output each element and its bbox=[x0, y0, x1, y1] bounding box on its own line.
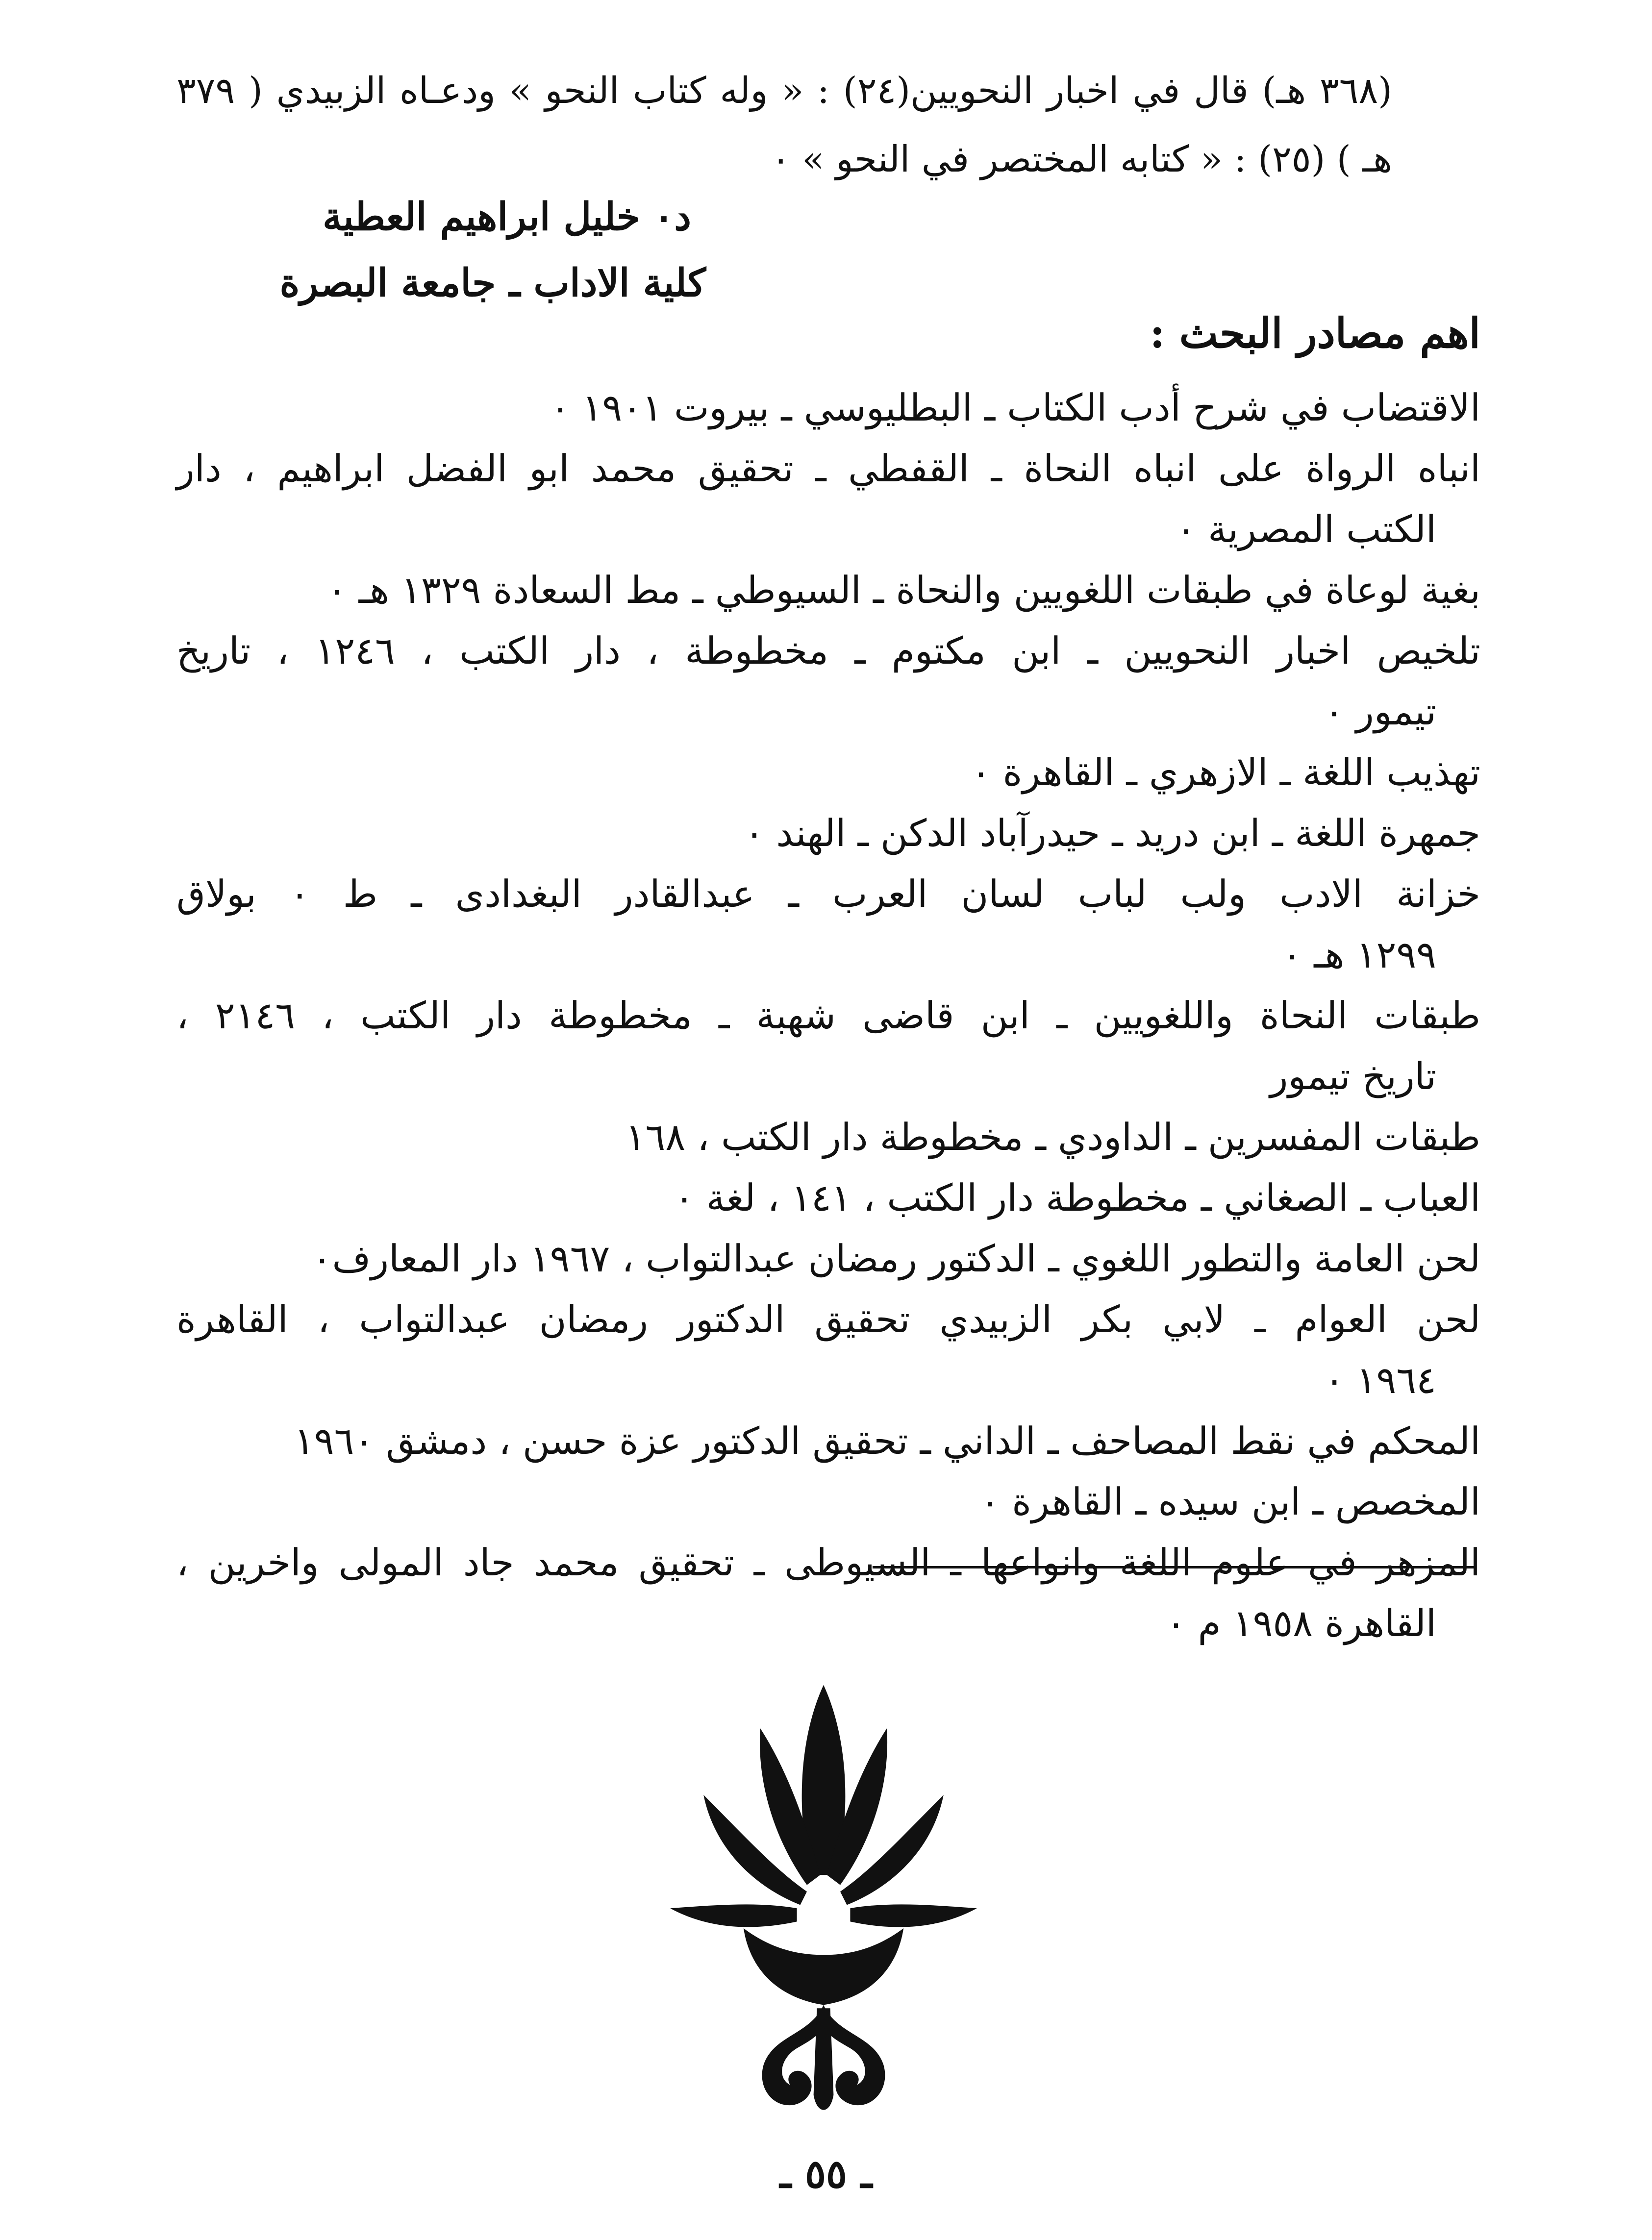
reference-line: المخصص ـ ابن سيده ـ القاهرة ٠ bbox=[980, 1480, 1480, 1523]
reference-item bbox=[176, 560, 1480, 621]
reference-item bbox=[176, 803, 1480, 864]
reference-item bbox=[176, 864, 1480, 985]
palmette-ornament-icon bbox=[657, 1676, 990, 2147]
reference-continuation: القاهرة ١٩٥٨ م ٠ bbox=[1166, 1601, 1436, 1645]
reference-line: لحن العامة والتطور اللغوي ـ الدكتور رمضان عبدالتواب ، ١٩٦٧ دار المعارف٠ bbox=[312, 1237, 1480, 1280]
reference-line: انباه الرواة على انباه النحاة ـ القفطي ـ تحقيق محمد ابو الفضل ابراهيم ، دار bbox=[176, 447, 1480, 490]
reference-item bbox=[176, 438, 1480, 560]
reference-line: طبقات النحاة واللغويين ـ ابن قاضى شهبة ـ مخطوطة دار الكتب ، ٢١٤٦ ، bbox=[176, 994, 1481, 1037]
reference-item bbox=[176, 1471, 1480, 1532]
reference-line: جمهرة اللغة ـ ابن دريد ـ حيدرآباد الدكن ـ الهند ٠ bbox=[744, 811, 1480, 855]
reference-line: الاقتضاب في شرح أدب الكتاب ـ البطليوسي ـ بيروت ١٩٠١ ٠ bbox=[550, 386, 1480, 429]
reference-line: العباب ـ الصغاني ـ مخطوطة دار الكتب ، ١٤١ ، لغة ٠ bbox=[674, 1176, 1480, 1220]
reference-continuation: تيمور ٠ bbox=[1324, 690, 1436, 733]
reference-item bbox=[176, 742, 1480, 803]
reference-line: لحن العوام ـ لابي بكر الزبيدي تحقيق الدكتور رمضان عبدالتواب ، القاهرة bbox=[176, 1297, 1480, 1341]
reference-continuation: ١٢٩٩ هـ ٠ bbox=[1282, 933, 1436, 976]
reference-continuation: ١٩٦٤ ٠ bbox=[1324, 1358, 1436, 1402]
references-heading: اهم مصادر البحث : bbox=[1150, 309, 1480, 357]
reference-item bbox=[176, 1289, 1480, 1411]
reference-line: بغية لوعاة في طبقات اللغويين والنحاة ـ السيوطي ـ مط السعادة ١٣٢٩ هـ ٠ bbox=[326, 568, 1480, 612]
reference-line: خزانة الادب ولب لباب لسان العرب ـ عبدالقادر البغدادى ـ ط ٠ بولاق bbox=[176, 872, 1480, 916]
reference-item bbox=[176, 1107, 1480, 1168]
references-list bbox=[176, 377, 1480, 1654]
reference-line: تلخيص اخبار النحويين ـ ابن مكتوم ـ مخطوطة ، دار الكتب ، ١٢٤٦ ، تاريخ bbox=[176, 629, 1481, 672]
reference-line: طبقات المفسرين ـ الداودي ـ مخطوطة دار الكتب ، ١٦٨ bbox=[625, 1115, 1480, 1159]
author-affiliation: كلية الاداب ـ جامعة البصرة bbox=[279, 261, 706, 305]
page-number: ـ ٥٥ ـ bbox=[779, 2151, 873, 2197]
author-name: د٠ خليل ابراهيم العطية bbox=[323, 195, 691, 239]
reference-line: المحكم في نقط المصاحف ـ الداني ـ تحقيق الدكتور عزة حسن ، دمشق ١٩٦٠ bbox=[294, 1419, 1480, 1463]
reference-continuation: تاريخ تيمور bbox=[1270, 1054, 1436, 1098]
reference-item bbox=[176, 1532, 1480, 1654]
reference-item bbox=[176, 1168, 1480, 1228]
reference-continuation: الكتب المصرية ٠ bbox=[1176, 507, 1436, 551]
reference-item bbox=[176, 1411, 1480, 1471]
reference-item bbox=[176, 1228, 1480, 1289]
reference-line: تهذيب اللغة ـ الازهري ـ القاهرة ٠ bbox=[971, 750, 1480, 794]
intro-paragraph: (٣٦٨ هـ) قال في اخبار النحويين(٢٤) : « وله كتاب النحو » ودعـاه الزبيدي ( ٣٧٩ هـ ) (٢٥) : « كتابه المختصر في النحو » ٠ bbox=[176, 70, 1392, 180]
reference-item bbox=[176, 621, 1480, 742]
reference-line: المزهر في علوم اللغة وانواعها ـ السيوطى ـ تحقيق محمد جاد المولى واخرين ، bbox=[176, 1541, 1480, 1584]
end-rule bbox=[873, 1566, 1476, 1568]
author-signature bbox=[279, 184, 706, 316]
reference-item bbox=[176, 985, 1480, 1107]
reference-item bbox=[176, 377, 1480, 438]
